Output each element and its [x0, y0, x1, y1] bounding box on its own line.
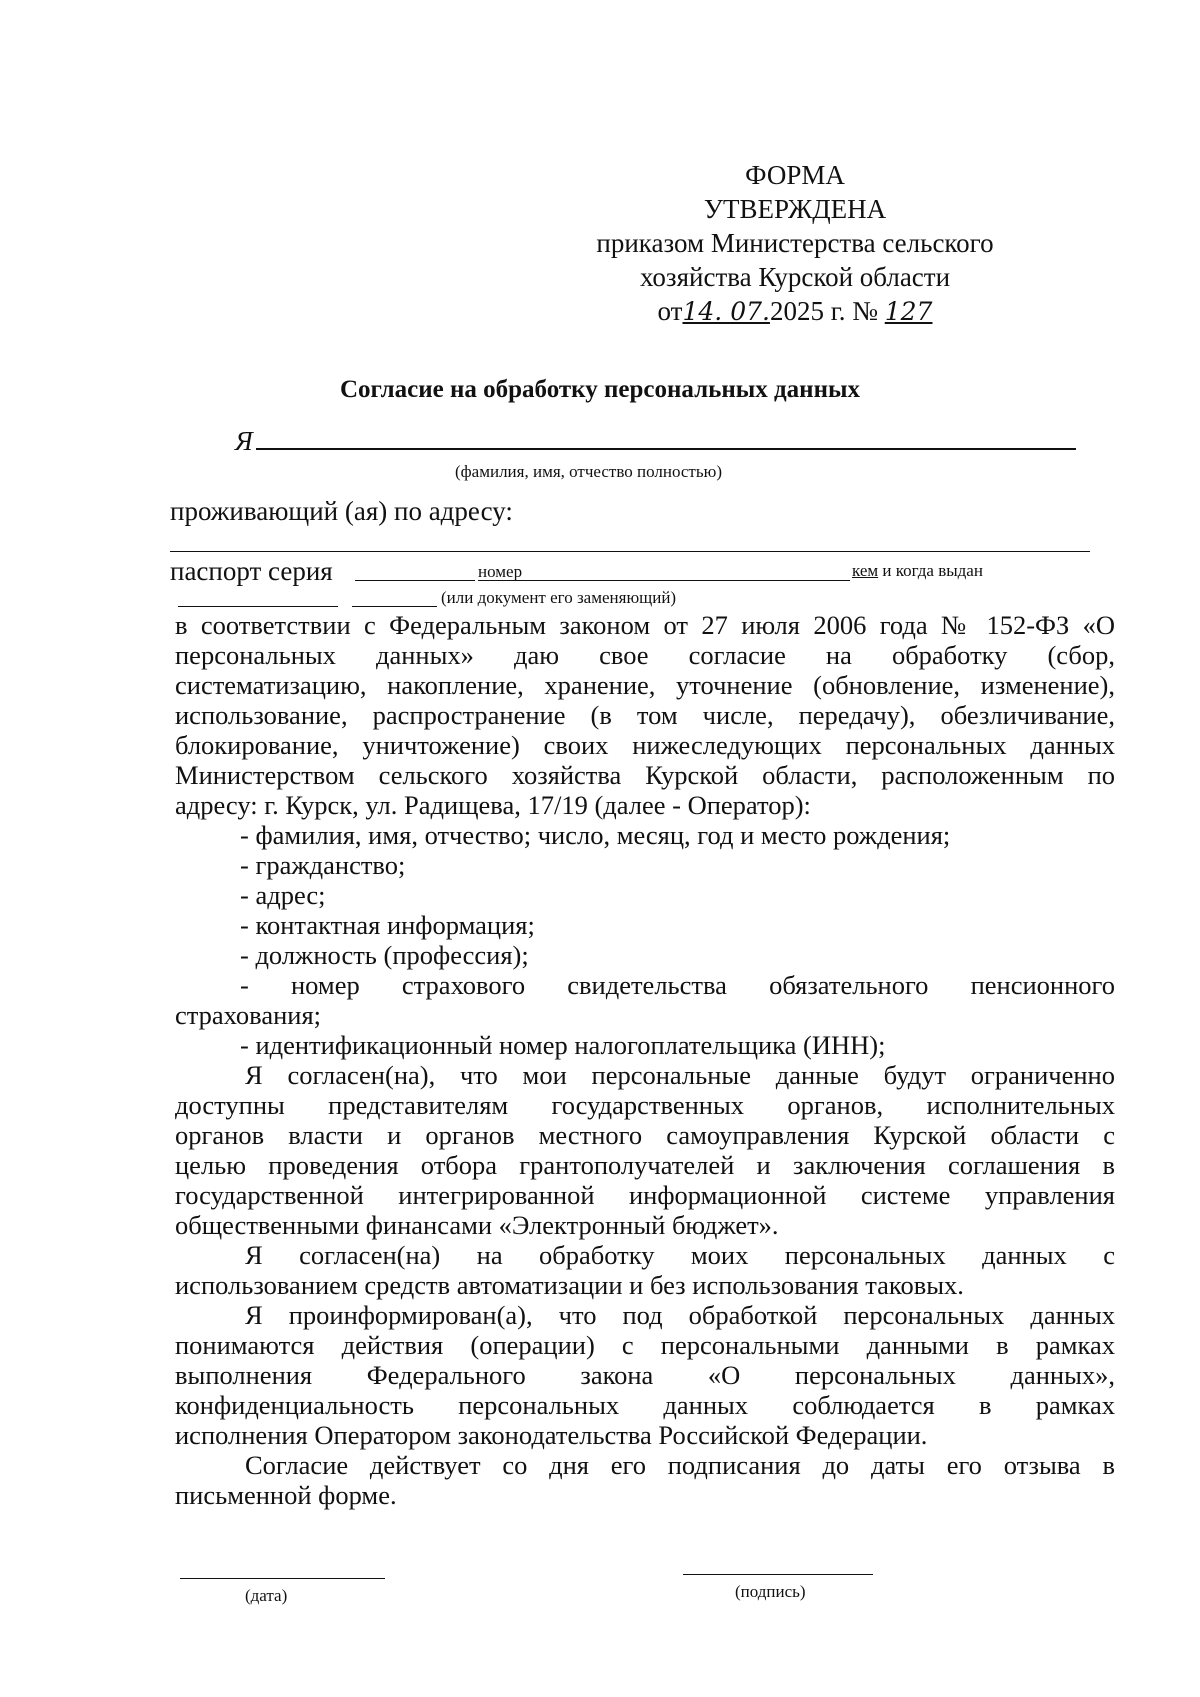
text-line: общественными финансами «Электронный бюджет». [175, 1210, 779, 1240]
list-item: - номер страхового свидетельства обязательного пенсионного [240, 970, 1115, 1000]
date-prefix: от [657, 296, 683, 326]
text-line: понимаются действия (операции) с персональными данными в рамках [175, 1330, 1115, 1360]
text-line: использованием средств автоматизации и без использования таковых. [175, 1270, 964, 1300]
order-line-1: приказом Министерства сельского [596, 228, 994, 258]
issued-when-label: и когда выдан [878, 561, 983, 580]
text-line: Я проинформирован(а), что под обработкой персональных данных [245, 1300, 1115, 1330]
text-line: органов власти и органов местного самоуправления Курской области с [175, 1120, 1115, 1150]
passport-label: паспорт серия [170, 556, 333, 586]
date-line [180, 1578, 385, 1579]
text-line: Министерством сельского хозяйства Курской области, расположенным по [175, 760, 1115, 790]
issued-line-1 [178, 606, 338, 607]
list-item: - адрес; [240, 880, 326, 910]
date-hint: (дата) [245, 1586, 288, 1605]
fio-line [256, 448, 1076, 450]
handwritten-date: 14. 07. [682, 297, 770, 326]
date-year: 2025 г. № [769, 296, 878, 326]
order-date-line [560, 294, 1030, 329]
number-label: номер [478, 562, 523, 581]
list-item-continuation: страхования; [175, 1000, 322, 1030]
approved-label: УТВЕРЖДЕНА [703, 194, 887, 224]
form-label: ФОРМА [745, 160, 845, 190]
passport-number-line [478, 580, 850, 581]
text-line: использование, распространение (в том числе, передачу), обезличивание, [175, 700, 1115, 730]
issued-by-label: кем [852, 561, 879, 580]
text-line: в соответствии с Федеральным законом от 27 июля 2006 года № 152-ФЗ «О [175, 610, 1115, 640]
signature-hint: (подпись) [735, 1582, 806, 1601]
address-line [170, 551, 1090, 552]
order-line-2: хозяйства Курской области [639, 262, 951, 292]
text-line: конфиденциальность персональных данных соблюдается в рамках [175, 1390, 1115, 1420]
document-title: Согласие на обработку персональных данных [339, 376, 860, 403]
consent-paragraph-1 [175, 610, 1115, 1510]
fio-hint: (фамилия, имя, отчество полностью) [455, 462, 722, 481]
list-item: - фамилия, имя, отчество; число, месяц, год и место рождения; [240, 820, 951, 850]
text-line: систематизацию, накопление, хранение, уточнение (обновление, изменение), [175, 670, 1115, 700]
text-line: блокирование, уничтожение) своих нижеследующих персональных данных [175, 730, 1115, 760]
text-line: государственной интегрированной информационной системе управления [175, 1180, 1115, 1210]
text-line: персональных данных» даю свое согласие на обработку (сбор, [175, 640, 1115, 670]
list-item: - гражданство; [240, 850, 406, 880]
ya-label: Я [235, 426, 253, 456]
address-label: проживающий (ая) по адресу: [170, 496, 513, 526]
doc-hint: (или документ его заменяющий) [441, 588, 677, 607]
signature-line [683, 1574, 873, 1575]
text-line: доступны представителям государственных органов, исполнительных [175, 1090, 1115, 1120]
text-line: Согласие действует со дня его подписания до даты его отзыва в [245, 1450, 1115, 1480]
handwritten-order-number: 127 [884, 297, 933, 326]
text-line: целью проведения отбора грантополучателей и заключения соглашения в [175, 1150, 1115, 1180]
text-line: письменной форме. [175, 1480, 397, 1510]
text-line: Я согласен(на) на обработку моих персональных данных с [245, 1240, 1115, 1270]
text-line: исполнения Оператором законодательства Российской Федерации. [175, 1420, 928, 1450]
issued-label [852, 561, 983, 581]
issued-line-2 [352, 606, 437, 607]
list-item: - идентификационный номер налогоплательщика (ИНН); [240, 1030, 886, 1060]
passport-series-line [355, 580, 475, 581]
text-line: Я согласен(на), что мои персональные данные будут ограниченно [245, 1060, 1115, 1090]
text-line: выполнения Федерального закона «О персональных данных», [175, 1360, 1115, 1390]
list-item: - контактная информация; [240, 910, 535, 940]
text-line: адресу: г. Курск, ул. Радищева, 17/19 (далее - Оператор): [175, 790, 811, 820]
list-item: - должность (профессия); [240, 940, 529, 970]
